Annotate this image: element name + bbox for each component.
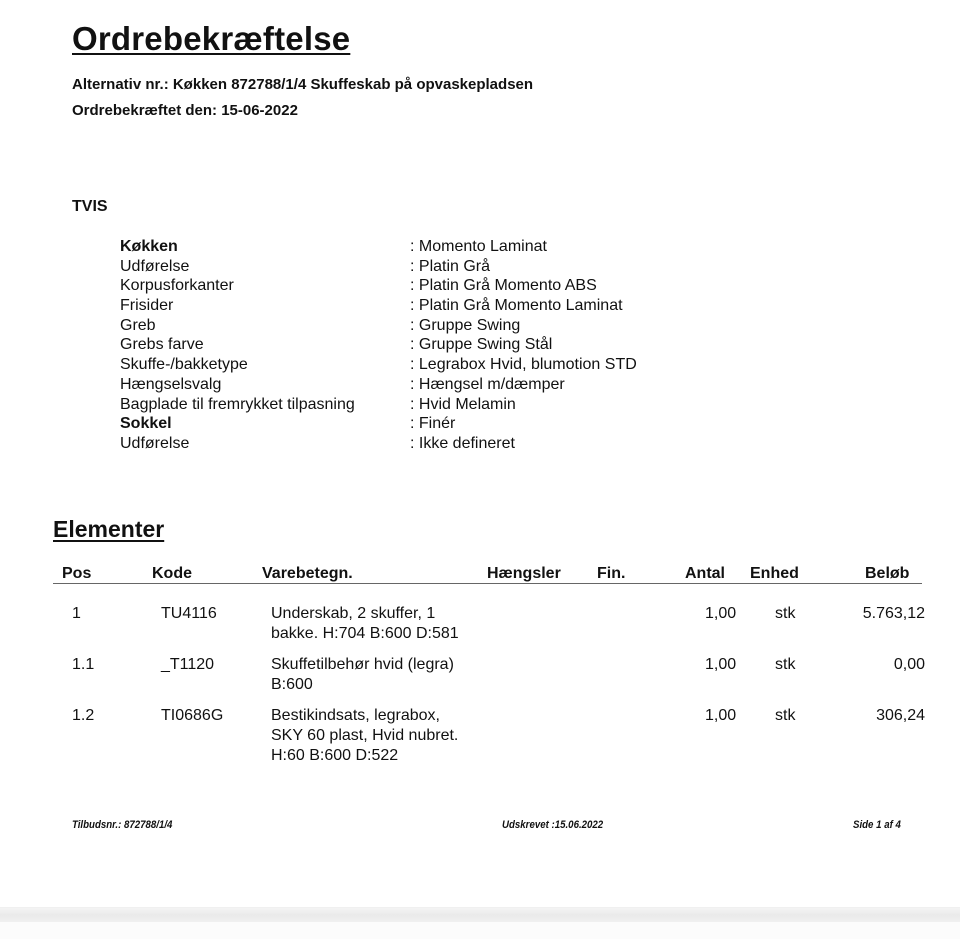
spec-row xyxy=(120,257,637,277)
spec-label: Grebs farve xyxy=(120,336,204,354)
spec-label: Frisider xyxy=(120,297,174,315)
spec-row xyxy=(120,296,637,316)
spec-label: Udførelse xyxy=(120,257,190,275)
cell-kode: _T1120 xyxy=(161,656,215,673)
cell-pos: 1 xyxy=(72,605,81,622)
spec-label: Køkken xyxy=(120,238,178,255)
cell-description-line1: Bestikindsats, legrabox, xyxy=(271,707,440,724)
cell-description-line1: Skuffetilbehør hvid (legra) xyxy=(271,656,454,673)
cell-enhed: stk xyxy=(775,707,796,724)
spec-value: : Platin Grå xyxy=(410,257,491,275)
spec-row xyxy=(120,395,637,415)
header-pos: Pos xyxy=(62,565,92,582)
header-antal: Antal xyxy=(685,565,725,582)
footer-printed-date: Udskrevet :15.06.2022 xyxy=(502,819,604,831)
spec-label: Greb xyxy=(120,316,156,334)
cell-pos: 1.2 xyxy=(72,707,95,724)
header-kode: Kode xyxy=(152,565,192,582)
header-haengsler: Hængsler xyxy=(487,565,561,582)
spec-value: : Platin Grå Momento Laminat xyxy=(410,297,623,315)
confirmed-date: Ordrebekræftet den: 15-06-2022 xyxy=(72,102,298,119)
spec-row xyxy=(120,316,637,336)
table-header xyxy=(53,564,922,584)
cell-enhed: stk xyxy=(775,605,796,622)
spec-value: : Gruppe Swing xyxy=(410,316,521,334)
cell-belob: 306,24 xyxy=(876,707,925,724)
cell-antal: 1,00 xyxy=(705,707,737,724)
spec-value: : Ikke defineret xyxy=(410,434,515,452)
spec-value: : Legrabox Hvid, blumotion STD xyxy=(410,356,637,374)
header-varebetegn: Varebetegn. xyxy=(262,565,353,582)
spec-row xyxy=(120,414,637,434)
cell-belob: 0,00 xyxy=(893,656,925,673)
spec-row xyxy=(120,355,637,375)
spec-value: : Hængsel m/dæmper xyxy=(410,375,565,393)
cell-antal: 1,00 xyxy=(705,656,737,673)
footer-page-number: Side 1 af 4 xyxy=(853,819,901,831)
alternative-number: Alternativ nr.: Køkken 872788/1/4 Skuffeskab på opvaskepladsen xyxy=(72,76,534,93)
header-enhed: Enhed xyxy=(750,565,799,582)
spec-label: Sokkel xyxy=(120,415,172,433)
spec-value: : Platin Grå Momento ABS xyxy=(410,277,597,295)
cell-description-line2: SKY 60 plast, Hvid nubret. xyxy=(271,727,459,744)
spec-row xyxy=(120,237,637,257)
cell-kode: TU4116 xyxy=(161,605,217,622)
cell-belob: 5.763,12 xyxy=(862,605,925,622)
cell-description-line2: B:600 xyxy=(271,676,313,693)
cell-description-line2: bakke. H:704 B:600 D:581 xyxy=(271,625,459,642)
section-title-elements: Elementer xyxy=(53,516,165,542)
page-break-divider xyxy=(0,907,960,923)
spec-value: : Finér xyxy=(410,415,456,433)
spec-label: Hængselsvalg xyxy=(120,375,222,393)
spec-label: Bagplade til fremrykket tilpasning xyxy=(120,395,355,413)
spec-value: : Momento Laminat xyxy=(410,238,547,255)
header-belob: Beløb xyxy=(865,565,910,582)
cell-description-line1: Underskab, 2 skuffer, 1 xyxy=(271,605,436,622)
page-title: Ordrebekræftelse xyxy=(72,20,351,57)
header-fin: Fin. xyxy=(597,565,626,582)
spec-value: : Gruppe Swing Stål xyxy=(410,336,553,354)
spec-row xyxy=(120,335,637,355)
cell-pos: 1.1 xyxy=(72,656,95,673)
spec-row xyxy=(120,434,637,454)
cell-description-line3: H:60 B:600 D:522 xyxy=(271,747,399,764)
spec-value: : Hvid Melamin xyxy=(410,395,516,413)
spec-label: Korpusforkanter xyxy=(120,277,234,295)
footer-offer-number: Tilbudsnr.: 872788/1/4 xyxy=(72,819,173,831)
spec-row xyxy=(120,375,637,395)
spec-list xyxy=(120,237,637,454)
cell-enhed: stk xyxy=(775,656,796,673)
customer-name: TVIS xyxy=(72,198,108,215)
cell-antal: 1,00 xyxy=(705,605,737,622)
spec-row xyxy=(120,276,637,296)
cell-kode: TI0686G xyxy=(161,707,224,724)
spec-label: Udførelse xyxy=(120,434,190,452)
next-page-edge xyxy=(0,922,960,939)
spec-label: Skuffe-/bakketype xyxy=(120,356,248,374)
